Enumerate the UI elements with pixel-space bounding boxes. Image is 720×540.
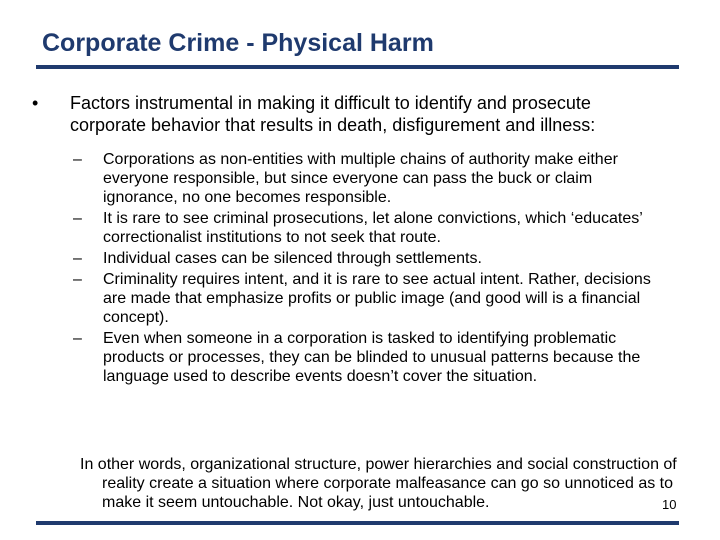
sub-bullet-text: Corporations as non-entities with multiple chains of authority make either everyone responsible, but since everyone can pass the buck or claim ignorance, no one becomes responsible. [103,151,618,206]
main-bullet [28,92,668,136]
title-divider [36,65,679,69]
slide-title: Corporate Crime - Physical Harm [42,29,434,57]
sub-bullet-item [28,209,668,247]
dash-marker: – [73,330,82,347]
slide-body [28,92,668,388]
dash-marker: – [73,271,82,288]
dash-marker: – [73,210,82,227]
bullet-marker: • [32,93,39,113]
sub-bullet-text: Criminality requires intent, and it is rare to see actual intent. Rather, decisions are made that emphasize profits or public image (and good will is a financial concept). [103,271,651,326]
sub-bullet-text: Even when someone in a corporation is tasked to identifying problematic products or processes, they can be blinded to unusual patterns because the language used to describe events doesn’t cover the situation. [103,330,641,385]
sub-bullet-item [28,150,668,207]
sub-bullet-list [28,150,668,386]
footer-divider [36,521,679,525]
sub-bullet-item [28,329,668,386]
dash-marker: – [73,151,82,168]
sub-bullet-text: Individual cases can be silenced through settlements. [103,250,482,267]
dash-marker: – [73,250,82,267]
sub-bullet-item [28,270,668,327]
main-bullet-text: Factors instrumental in making it difficult to identify and prosecute corporate behavior that results in death, disfigurement and illness: [70,93,596,135]
page-number: 10 [662,497,677,512]
closing-paragraph: In other words, organizational structure, power hierarchies and social construction of reality create a situation where corporate malfeasance can go so unnoticed as to make it seem untouchable. Not okay, just untouchable. [80,456,677,511]
sub-bullet-item [28,249,668,268]
sub-bullet-text: It is rare to see criminal prosecutions, let alone convictions, which ‘educates’ correctionalist institutions to not seek that route. [103,210,643,246]
